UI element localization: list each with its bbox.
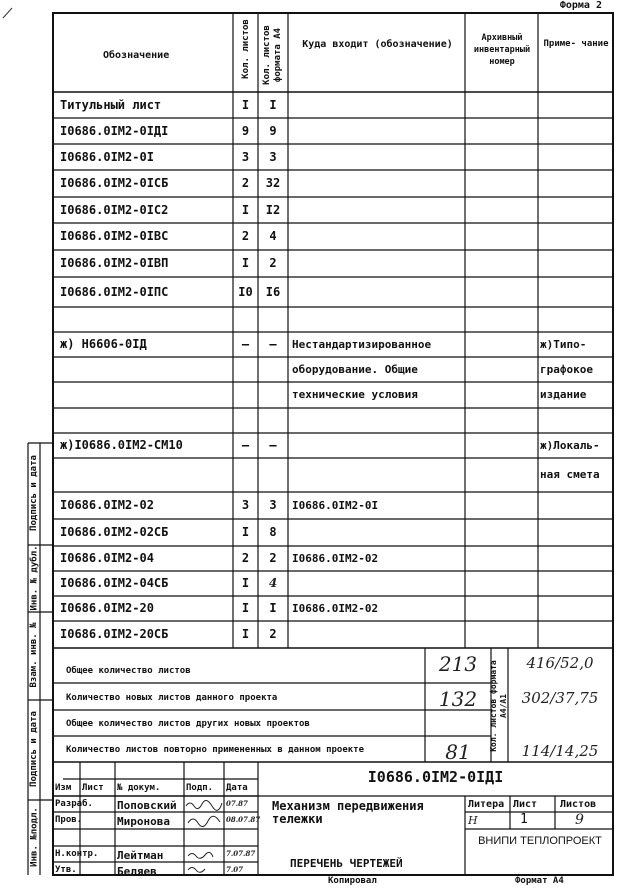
row-sheets: I <box>241 256 250 270</box>
copied-label: Копировал <box>328 876 377 886</box>
totals-a4-header: Кол. листов формата А4/А1 <box>489 660 508 752</box>
row-sheets: I0 <box>238 285 253 299</box>
row-sheets-a4: 4 <box>269 229 277 243</box>
tb-role: Утв. <box>55 865 77 875</box>
row-designation: I0686.0IM2-20CБ <box>60 627 169 641</box>
row-sheets: I <box>241 576 250 590</box>
row-designation: I0686.0IM2-0IПC <box>60 285 169 299</box>
row-designation: I0686.0IM2-04CБ <box>60 576 169 590</box>
totals-label: Общее количество листов других новых проектов <box>66 719 310 729</box>
totals-label: Количество листов повторно примененных в данном проекте <box>66 745 365 755</box>
tb-role: Пров. <box>55 815 83 825</box>
row-designation: ж)I0686.0IM2-CM10 <box>60 438 183 452</box>
row-note: ная смета <box>540 468 600 481</box>
row-sheets <box>233 408 258 433</box>
row-designation: I0686.0IM2-02CБ <box>60 525 169 539</box>
row-sheets-a4: I <box>269 98 277 112</box>
row-sheets: 2 <box>241 551 250 565</box>
totals-label: Общее количество листов <box>66 666 191 676</box>
header-designation: Обозначение <box>103 50 170 61</box>
row-sheets-a4 <box>258 408 288 433</box>
row-sheets: 3 <box>241 498 250 512</box>
row-used-in: I0686.0IM2-0I <box>292 499 379 512</box>
tb-col-header: Подп. <box>186 783 214 793</box>
row-sheets: 9 <box>241 124 250 138</box>
tb-col-header: № докум. <box>117 783 161 793</box>
row-designation: I0686.0IM2-0I <box>60 150 154 164</box>
row-sheets-a4: I6 <box>265 285 281 299</box>
row-designation: I0686.0IM2-0IBП <box>60 256 169 270</box>
header-notes: Приме- чание <box>543 39 609 49</box>
row-designation: I0686.0IM2-20 <box>60 601 154 615</box>
row-designation: I0686.0IM2-0IBC <box>60 229 169 243</box>
row-used-in: оборудование. Общие <box>292 363 418 376</box>
doc-title: ПЕРЕЧЕНЬ ЧЕРТЕЖЕЙ <box>290 857 403 870</box>
margin-label: Подпись и дата <box>29 455 39 531</box>
tb-name: Беляев <box>117 865 157 878</box>
row-designation: ж) H6606-0IД <box>60 337 147 351</box>
totals-label: Количество новых листов данного проекта <box>66 693 278 703</box>
row-sheets-a4: 32 <box>265 176 281 190</box>
margin-label: Взам. инв. № <box>29 622 39 688</box>
row-sheets: I <box>241 627 250 641</box>
row-sheets-a4: 3 <box>269 498 277 512</box>
totals-sheets: 132 <box>438 687 478 711</box>
row-designation: I0686.0IM2-0IДI <box>60 124 169 138</box>
tb-date: 7.07 <box>226 865 244 874</box>
litera-value: Н <box>468 814 478 827</box>
doc-code: I0686.0IM2-0IДI <box>367 768 504 786</box>
item-title: Механизм передвижения тележки <box>272 799 424 826</box>
row-sheets <box>233 357 258 382</box>
header-sheet-count-a4: Кол. листов формата А4 <box>262 25 283 85</box>
totals-sheets-a4: 416/52,0 <box>526 654 594 672</box>
form-label: Форма 2 <box>559 0 602 11</box>
row-sheets-a4 <box>258 357 288 382</box>
row-sheets: 2 <box>241 229 250 243</box>
header-sheet-count: Кол. листов <box>241 19 251 79</box>
tb-col-header: Лист <box>82 783 104 793</box>
margin-label: Инв. № дубл. <box>29 544 39 611</box>
row-sheets: 2 <box>241 176 250 190</box>
tb-col-header: Дата <box>226 783 248 793</box>
row-sheets <box>233 458 258 492</box>
sheet-value: 1 <box>520 812 528 827</box>
org-name: ВНИПИ ТЕПЛОПРОЕКТ <box>478 835 602 847</box>
row-sheets-a4: 2 <box>269 551 277 565</box>
litera-label: Литера <box>468 799 505 810</box>
row-sheets-a4: 2 <box>269 627 277 641</box>
tb-col-header: Изм <box>55 783 72 793</box>
tb-role: Разраб. <box>55 799 93 809</box>
format-label: Формат А4 <box>515 876 564 886</box>
margin-label: Инв. №подл. <box>29 806 39 867</box>
totals-sheets: 81 <box>445 740 471 764</box>
row-sheets: 3 <box>241 150 250 164</box>
row-note: ж)Типо- <box>540 338 587 351</box>
row-sheets-a4: I <box>269 601 277 615</box>
row-used-in: I0686.0IM2-02 <box>292 552 379 565</box>
tb-date: 7.07.87 <box>226 849 256 858</box>
row-used-in: Нестандартизированное <box>292 338 432 351</box>
row-sheets <box>233 307 258 332</box>
row-sheets-a4 <box>258 382 288 408</box>
row-sheets: – <box>241 438 250 452</box>
sheets-value: 9 <box>575 812 584 828</box>
row-sheets: I <box>241 525 250 539</box>
row-sheets-a4 <box>258 307 288 332</box>
row-sheets-a4: – <box>269 337 277 351</box>
row-sheets-a4: I2 <box>265 203 281 217</box>
row-sheets-a4: 3 <box>269 150 277 164</box>
row-sheets: I <box>241 98 250 112</box>
margin-label: Подпись и дата <box>29 711 39 787</box>
tb-name: Миронова <box>117 815 170 828</box>
row-used-in: I0686.0IM2-02 <box>292 602 379 615</box>
tb-role: Н.контр. <box>55 849 99 859</box>
totals-sheets: 213 <box>438 652 478 676</box>
totals-sheets-a4: 302/37,75 <box>521 689 599 707</box>
tb-name: Лейтман <box>117 849 164 862</box>
row-sheets-a4 <box>258 458 288 492</box>
row-designation: Титульный лист <box>60 98 162 112</box>
row-designation: I0686.0IM2-0ICБ <box>60 176 169 190</box>
row-sheets-a4: 8 <box>269 525 277 539</box>
row-sheets-a4: 4 <box>268 576 278 590</box>
sheets-label: Листов <box>560 799 597 810</box>
row-used-in: технические условия <box>292 388 418 401</box>
row-sheets: I <box>241 203 250 217</box>
totals-sheets-a4: 114/14,25 <box>521 742 599 760</box>
tb-date: 08.07.87 <box>226 815 261 824</box>
row-note: ж)Локаль- <box>540 439 600 452</box>
row-sheets-a4: 2 <box>269 256 277 270</box>
header-used-in: Куда входит (обозначение) <box>302 39 453 50</box>
header-archive: Архивный инвентарный номер <box>473 33 531 67</box>
sheet-label: Лист <box>513 799 538 810</box>
row-sheets: I <box>241 601 250 615</box>
row-sheets-a4: 9 <box>269 124 277 138</box>
row-note: графокое <box>540 363 593 376</box>
row-designation: I0686.0IM2-0IC2 <box>60 203 169 217</box>
tb-date: 07.87 <box>226 799 248 808</box>
row-sheets: – <box>241 337 250 351</box>
row-designation: I0686.0IM2-02 <box>60 498 154 512</box>
row-designation: I0686.0IM2-04 <box>60 551 154 565</box>
row-sheets-a4: – <box>269 438 277 452</box>
row-sheets <box>233 382 258 408</box>
row-note: издание <box>540 388 587 401</box>
tb-name: Поповский <box>117 799 177 812</box>
